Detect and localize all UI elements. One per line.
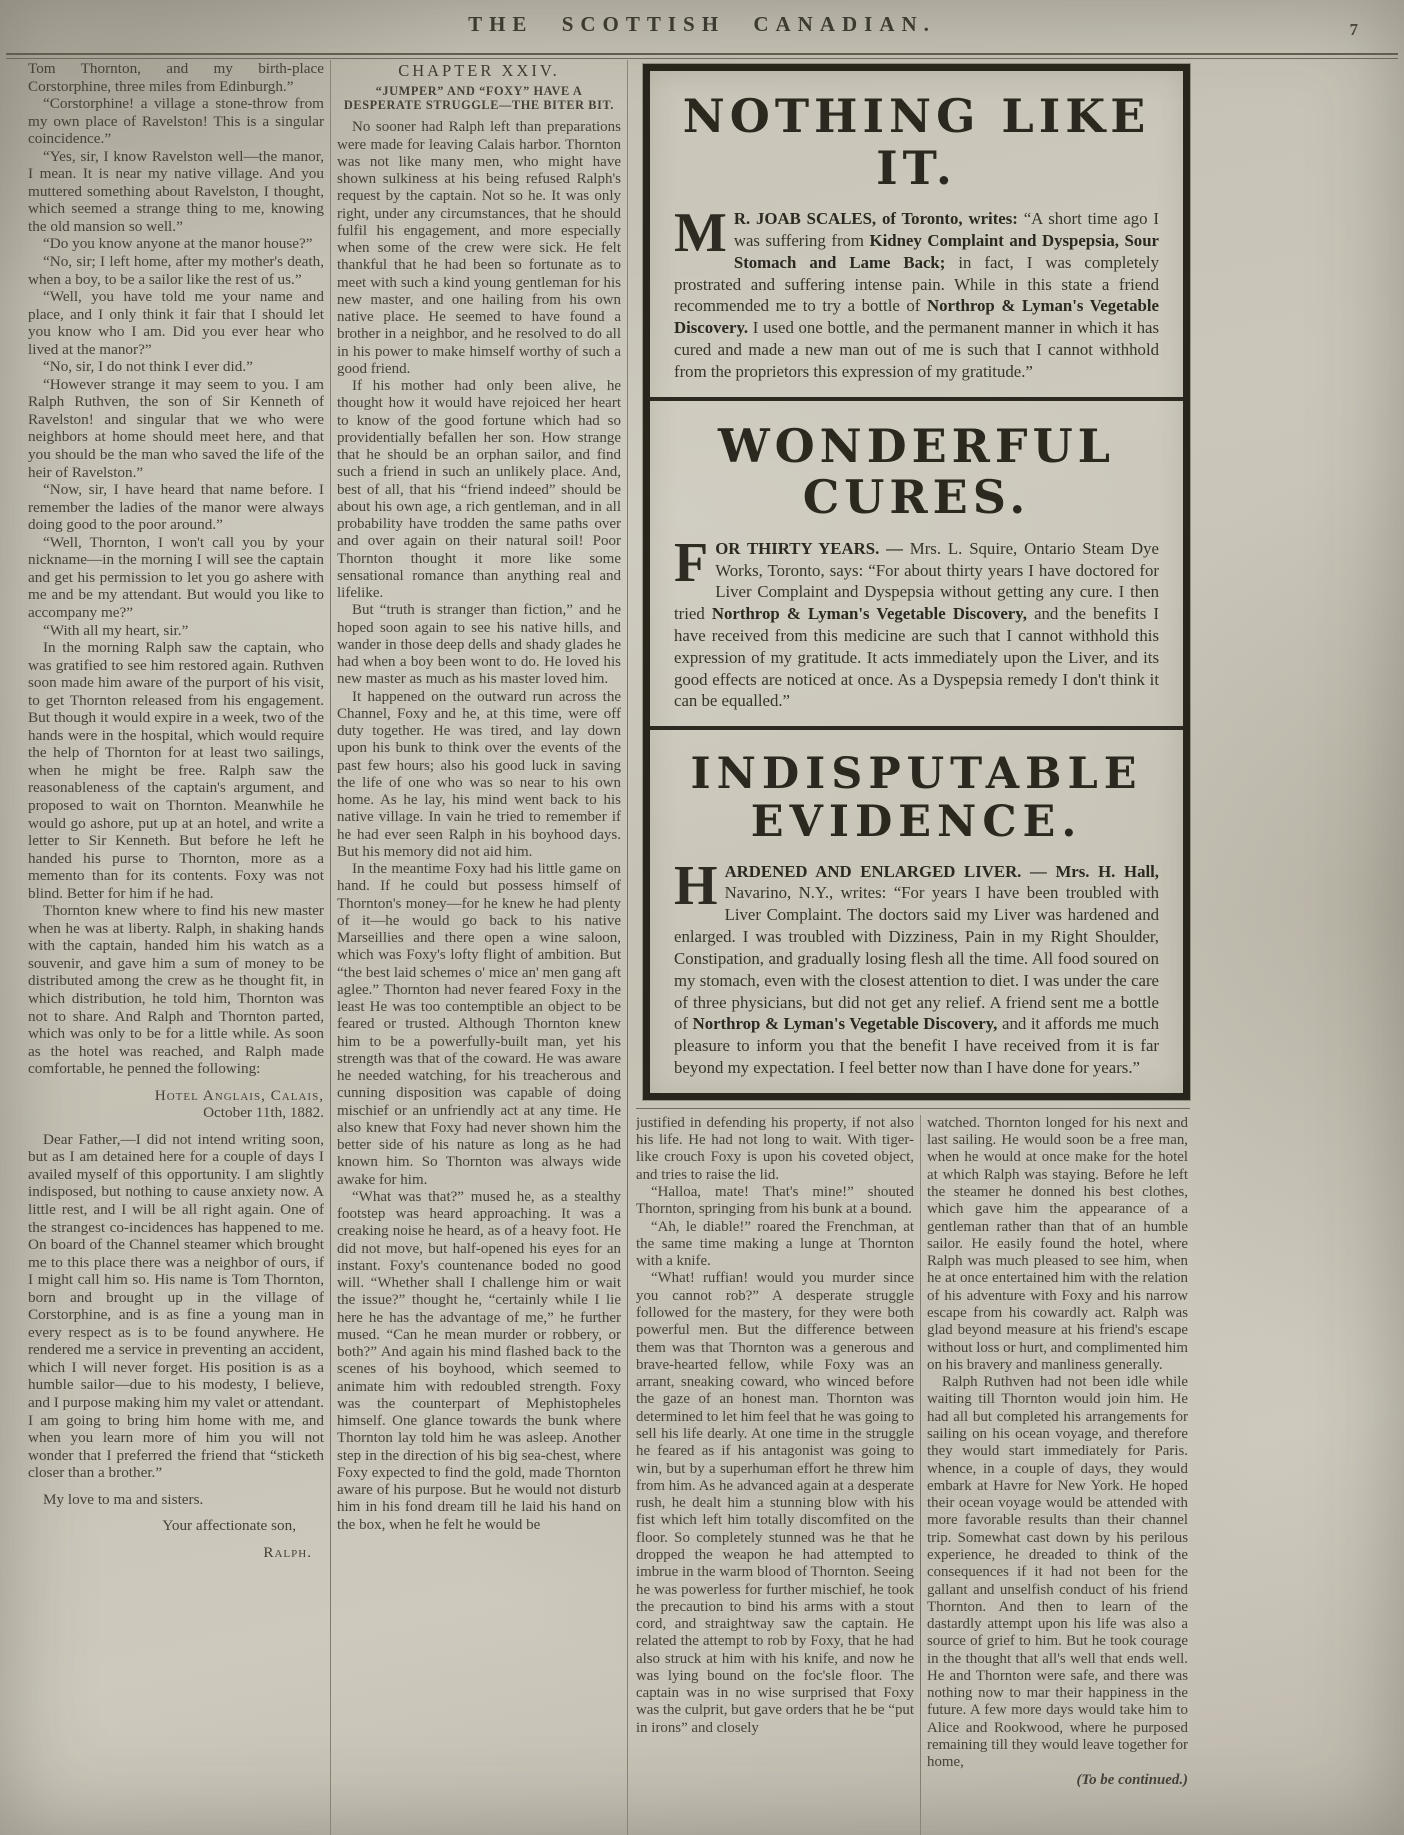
column-divider: [330, 60, 331, 1835]
paper-title: THE SCOTTISH CANADIAN.: [468, 12, 936, 36]
paragraph: It happened on the outward run across the Channel, Foxy and he, at this time, were off duty together. He was tired, and lay down upon his bunk to think over the events of the past few hours; also his good luck in saving the life of one who was so near to his own home. As he lay, his mind went back to his native village. In vain he tried to remember if he had ever seen Ralph in his boyhood days. But his memory did not aid him.: [337, 688, 621, 860]
paragraph: “What! ruffian! would you murder since you cannot rob?” A desperate struggle followed for the mastery, for they were both powerful men. But the difference between them was that Thornton was a generous and brave-hearted fellow, while Foxy was an arrant, sneaking coward, who winced before the gaze of an honest man. Thornton was determined to let him feel that he was going to sell his life dearly. At one time in the struggle he feared as if his antagonist was going to win, but by a superhuman effort he threw him from him. As he advanced again at a desperate rush, he dealt him a stunning blow with his fist which left him totally discomfited on the floor. So completely stunned was he that he dropped the weapon he had attempted to imbrue in the warm blood of Thornton. Seeing he was powerless for further mischief, he took the precaution to bind his arms with a stout cord, and straightway saw the captain. He related the attempt to rob by Foxy, that he had also struck at him with his knife, and now he was lying bound on the foc'sle floor. The captain was in no wise surprised that Foxy was the culprit, but gave orders that he be “put in irons” and closely: [636, 1270, 914, 1736]
paragraph: Ralph.: [263, 1543, 312, 1561]
ad-testimonial: [674, 202, 1159, 383]
emphasized-text: Northrop & Lyman's Vegetable Discovery,: [692, 1014, 998, 1034]
paragraph: “Well, Thornton, I won't call you by your nickname—in the morning I will see the captain and get his permission to let you go ashere with me and be my attendant. But would you like to accompany me?”: [28, 533, 324, 621]
ad-headline: NOTHING LIKE IT.: [682, 89, 1151, 195]
ad-headline: WONDERFUL CURES.: [717, 418, 1116, 525]
chapter-subtitle: “JUMPER” AND “FOXY” HAVE A DESPERATE STRUGGLE—THE BITER BIT.: [343, 83, 615, 113]
column-story-left: [28, 60, 324, 1835]
paragraph: “However strange it may seem to you. I am Ralph Ruthven, the son of Sir Kenneth of Ravelston! and singular that we who were neighbors at home should meet here, and that you should be the man who saved the life of the heir of Ravelston.”: [28, 375, 324, 481]
paragraph: “No, sir, I do not think I ever did.”: [43, 358, 253, 376]
bottom-columns: [636, 1108, 1190, 1835]
ad-wonderful-cures: [650, 397, 1183, 727]
ad-testimonial: [674, 854, 1159, 1079]
column-story-chapter: [337, 60, 621, 1835]
paragraph: (To be continued.): [1076, 1771, 1188, 1788]
right-region: [634, 60, 1190, 1835]
text-segment: in fact, I was completely prostrated and suffering intense pain. While in this state a friend recommended me to try a bottle of: [674, 252, 1159, 316]
text-segment: Mrs. L. Squire, Ontario Steam Dye Works, Toronto, says: “For about thirty years I have doctored for Liver Complaint and Dyspepsia without getting any cure. I then tried: [674, 538, 1159, 624]
emphasized-text: Kidney Complaint and Dyspepsia, Sour Stomach and Lame Back;: [733, 230, 1159, 272]
chapter-text: [337, 119, 621, 1534]
column-divider: [627, 60, 628, 1835]
column-divider: [920, 1115, 921, 1835]
paragraph: Hotel Anglais, Calais,: [154, 1086, 324, 1104]
text-segment: Navarino, N.Y., writes: “For years I have been troubled with Liver Complaint. The doctors said my Liver was hardened and enlarged. I was troubled with Dizziness, Pain in my Right Shoulder, Constipation, and gradually losing flesh all the time. All food soured on my stomach, even with the closest attention to diet. I was under the care of three physicians, but did not get any relief. A friend sent me a bottle of: [674, 883, 1159, 1034]
ad-nothing-like-it: [650, 71, 1183, 397]
dropcap-letter: H: [674, 854, 718, 917]
page-number: 7: [1349, 20, 1358, 39]
column-story-bottom-right: [927, 1115, 1190, 1835]
paragraph: “Halloa, mate! That's mine!” shouted Thornton, springing from his bunk at a bound.: [636, 1184, 914, 1218]
emphasized-text: Northrop & Lyman's Vegetable Discovery.: [674, 296, 1159, 338]
dropcap-letter: M: [674, 202, 727, 265]
advertisement-frame: [643, 64, 1190, 1100]
paragraph: No sooner had Ralph left than preparations were made for leaving Calais harbor. Thornton was not like many men, who might have shown sulkiness at his being refused Ralph's request by the captain. Not so he. It was only right, under any circumstances, that he should fulfil his engagement, and more especially when some of the crew were sick. He felt thankful that he had been so fortunate as to meet with such a kind young gentleman for his new master, and one hailing from his own native place. He seemed to have found a brother in a neighbor, and he resolved to do all in his power to make himself worthy of such a good friend.: [337, 119, 621, 377]
paragraph: “Corstorphine! a village a stone-throw from my own place of Ravelston! This is a singular coincidence.”: [28, 95, 324, 148]
paragraph: “Well, you have told me your name and place, and I only think it fair that I should let you know who I am. Did you ever hear who lived at the manor?”: [28, 288, 324, 358]
paragraph: Your affectionate son,: [162, 1517, 296, 1535]
dropcap-letter: F: [674, 531, 709, 594]
paragraph: justified in defending his property, if not also his life. He had not long to wait. With tiger-like crouch Foxy is upon his coveted object, and tries to raise the lid.: [636, 1114, 914, 1183]
paragraph: In the morning Ralph saw the captain, who was gratified to see him restored again. Ruthven soon made him aware of the purport of his visit, to get Thornton released from his engagement. But though it would expire in a week, two of the hands were in the hospital, which would require the help of Thornton for at least two sailings, when he might be free. Ralph saw the reasonableness of the captain's argument, and proposed to wait on Thornton. Meanwhile he would go ashore, put up at an hotel, and write a letter to Sir Kenneth. But before he left he handed his purse to Thornton, more as a memento than for its contents. Foxy was not blind. Better for him if he had.: [28, 639, 324, 902]
paragraph: In the meantime Foxy had his little game on hand. If he could but possess himself of Thornton's money—for he knew he had plenty of it—he would go back to his native Marseillies and there open a wine saloon, which was Foxy's lofty flight of ambition. But “the best laid schemes o' mice an' men gang aft aglee.” Thornton had never feared Foxy in the least He was too contemptible an object to be feared or trusted. Although Thornton knew him to be a powerfully-built man, yet his strength was that of the coward. He was aware he needed watching, for his treacherous and cunning disposition was capable of doing mischief or an unfriendly act at any time. He also knew that Foxy had never shown him the better side of his nature as long as he had known him. So Thornton was always wide awake for him.: [337, 861, 621, 1188]
column-story-bottom-left: [636, 1115, 914, 1835]
emphasized-text: ARDENED AND ENLARGED LIVER. — Mrs. H. Hall,: [724, 861, 1159, 881]
page-content: [28, 60, 1190, 1835]
paragraph: “No, sir; I left home, after my mother's death, when a boy, to be a sailor like the rest of us.”: [28, 253, 324, 288]
ad-headline: INDISPUTABLE EVIDENCE.: [690, 749, 1143, 848]
chapter-heading: CHAPTER XXIV.: [398, 61, 560, 80]
paragraph: “Ah, le diable!” roared the Frenchman, at the same time making a lunge at Thornton with a knife.: [636, 1218, 914, 1270]
paragraph: “Yes, sir, I know Ravelston well—the manor, I mean. It is near my native village. And you muttered something about Ravelston, I thought, which seemed a strange thing to me, knowing the old mansion so well.”: [28, 147, 324, 235]
paragraph: Tom Thornton, and my birth-place Corstorphine, three miles from Edinburgh.”: [28, 60, 324, 95]
ad-testimonial: [674, 531, 1159, 713]
paragraph: Dear Father,—I did not intend writing soon, but as I am detained here for a couple of days I availed myself of this opportunity. I am slightly indisposed, but nothing to cause anxiety now. A little rest, and I will be all right again. One of the strangest co-incidences has happened to me. On board of the Channel steamer which brought me to this place there was a neighbor of ours, if I might call him so. His name is Tom Thornton, born and brought up in the village of Corstorphine, and is as fine a young man in every respect as is to be found anywhere. He rendered me a service in preventing an accident, which I will never forget. His position is as a humble sailor—due to his modesty, I believe, and I purpose making him my valet or attendant. I am going to bring him home with me, and when you learn more of him you will not wonder that I preferred the friend that “sticketh closer than a brother.”: [28, 1130, 324, 1482]
paragraph: “Do you know anyone at the manor house?”: [43, 235, 313, 253]
paragraph: “What was that?” mused he, as a stealthy footstep was heard approaching. It was a creaking noise he heard, as of a heavy foot. He did not move, but half-opened his eyes for an instant. Foxy's countenance boded no good will. “Whether shall I challenge him or wait the issue?” thought he, “certainly while I lie here he has the advantage of me,” he further mused. “Can he mean murder or robbery, or both?” And again his mind flashed back to the scenes of his boyhood, which seemed to animate him with redoubled strength. Foxy was the counterpart of Mephistopheles himself. One glance towards the bunk where Thornton lay told him he was asleep. Another step in the direction of his big sea-chest, where Foxy expected to find the gold, made Thornton aware of his purpose. But he would not disturb him in his fond dream till he laid his hand on the box, when he felt he would be: [337, 1188, 621, 1533]
emphasized-text: R. JOAB SCALES, of Toronto, writes:: [733, 209, 1024, 229]
paragraph: If his mother had only been alive, he thought how it would have rejoiced her heart to know of the good fortune which had so providentially befallen her son. How strange that he should be an orphan sailor, and find such a friend in such an unlikely place. And, best of all, that his “friend indeed” should be about his own age, a rich gentleman, and in all probability have trodden the same paths over and over again on their natural soil! Poor Thornton thought it more like some sensational romance than anything real and lifelike.: [337, 378, 621, 601]
paragraph: “With all my heart, sir.”: [43, 621, 189, 639]
paragraph: But “truth is stranger than fiction,” and he hoped soon again to see his native hills, and wander in those deep dells and shady glades he had when a boy been wont to do. He loved his new master as much as his master loved him.: [337, 602, 621, 688]
text-segment: and the benefits I have received from this medicine are such that I cannot withhold this expression of my gratitude. It acts immediately upon the Liver, and its good effects are noticed at once. As a Dyspepsia remedy I don't think it can be equalled.”: [674, 604, 1159, 711]
masthead: [0, 0, 1404, 46]
masthead-rule: [6, 53, 1398, 59]
paragraph: Thornton knew where to find his new master when he was at liberty. Ralph, in shaking hands with the captain, handed him his watch as a souvenir, and gave him a sum of money to be distributed among the crew as he thought fit, in which distribution, he told him, Thornton was not to share. And Ralph and Thornton parted, which was only to be for a little while. As soon as the hotel was reached, and Ralph made comfortable, he penned the following:: [28, 902, 324, 1078]
ad-indisputable-evidence: [650, 726, 1183, 1093]
paragraph: watched. Thornton longed for his next and last sailing. He would soon be a free man, when he would at once make for the hotel at which Ralph was staying. Before he left the steamer he donned his best clothes, which gave him the appearance of a gentleman rather than that of an humble sailor. He easily found the hotel, where Ralph was much pleased to see him, when he at once entertained him with the relation of his adventure with Foxy and his narrow escape from his cowardly act. Ralph was glad beyond measure at his friend's escape without loss or hurt, and complimented him on his bravery and manliness generally.: [927, 1114, 1188, 1373]
emphasized-text: Northrop & Lyman's Vegetable Discovery,: [711, 604, 1027, 624]
paragraph: My love to ma and sisters.: [43, 1490, 204, 1508]
paragraph: October 11th, 1882.: [203, 1104, 324, 1122]
emphasized-text: OR THIRTY YEARS. —: [715, 538, 910, 558]
paragraph: Ralph Ruthven had not been idle while waiting till Thornton would join him. He had all but completed his arrangements for sailing on his ocean voyage, and therefore they would start immediately for Paris. whence, in a couple of days, they would embark at Havre for New York. He hoped their ocean voyage would be attended with more favorable results than their channel trip. Somewhat cast down by his perilous experience, he dreaded to think of the consequences if it had not been for the gallant and unselfish conduct of his friend Thornton. And then to learn of the dastardly attempt upon his life was also a source of grief to him. But he took courage in the thought that all's well that ends well. He and Thornton were safe, and there was nothing now to mar their happiness in the future. A few more days would take him to Alice and Rookwood, where he purposed remaining till they would leave together for home,: [927, 1374, 1188, 1771]
text-segment: and it affords me much pleasure to inform you that the benefit I have received from it is far beyond my expectation. I feel better now than I have done for years.”: [674, 1014, 1159, 1078]
text-segment: “A short time ago I was suffering from: [733, 209, 1159, 250]
text-segment: I used one bottle, and the permanent manner in which it has cured and made a new man out of me is such that I cannot withhold from the proprietors this expression of my gratitude.”: [674, 318, 1159, 381]
paragraph: “Now, sir, I have heard that name before. I remember the ladies of the manor were always doing good to the poor around.”: [28, 481, 324, 534]
